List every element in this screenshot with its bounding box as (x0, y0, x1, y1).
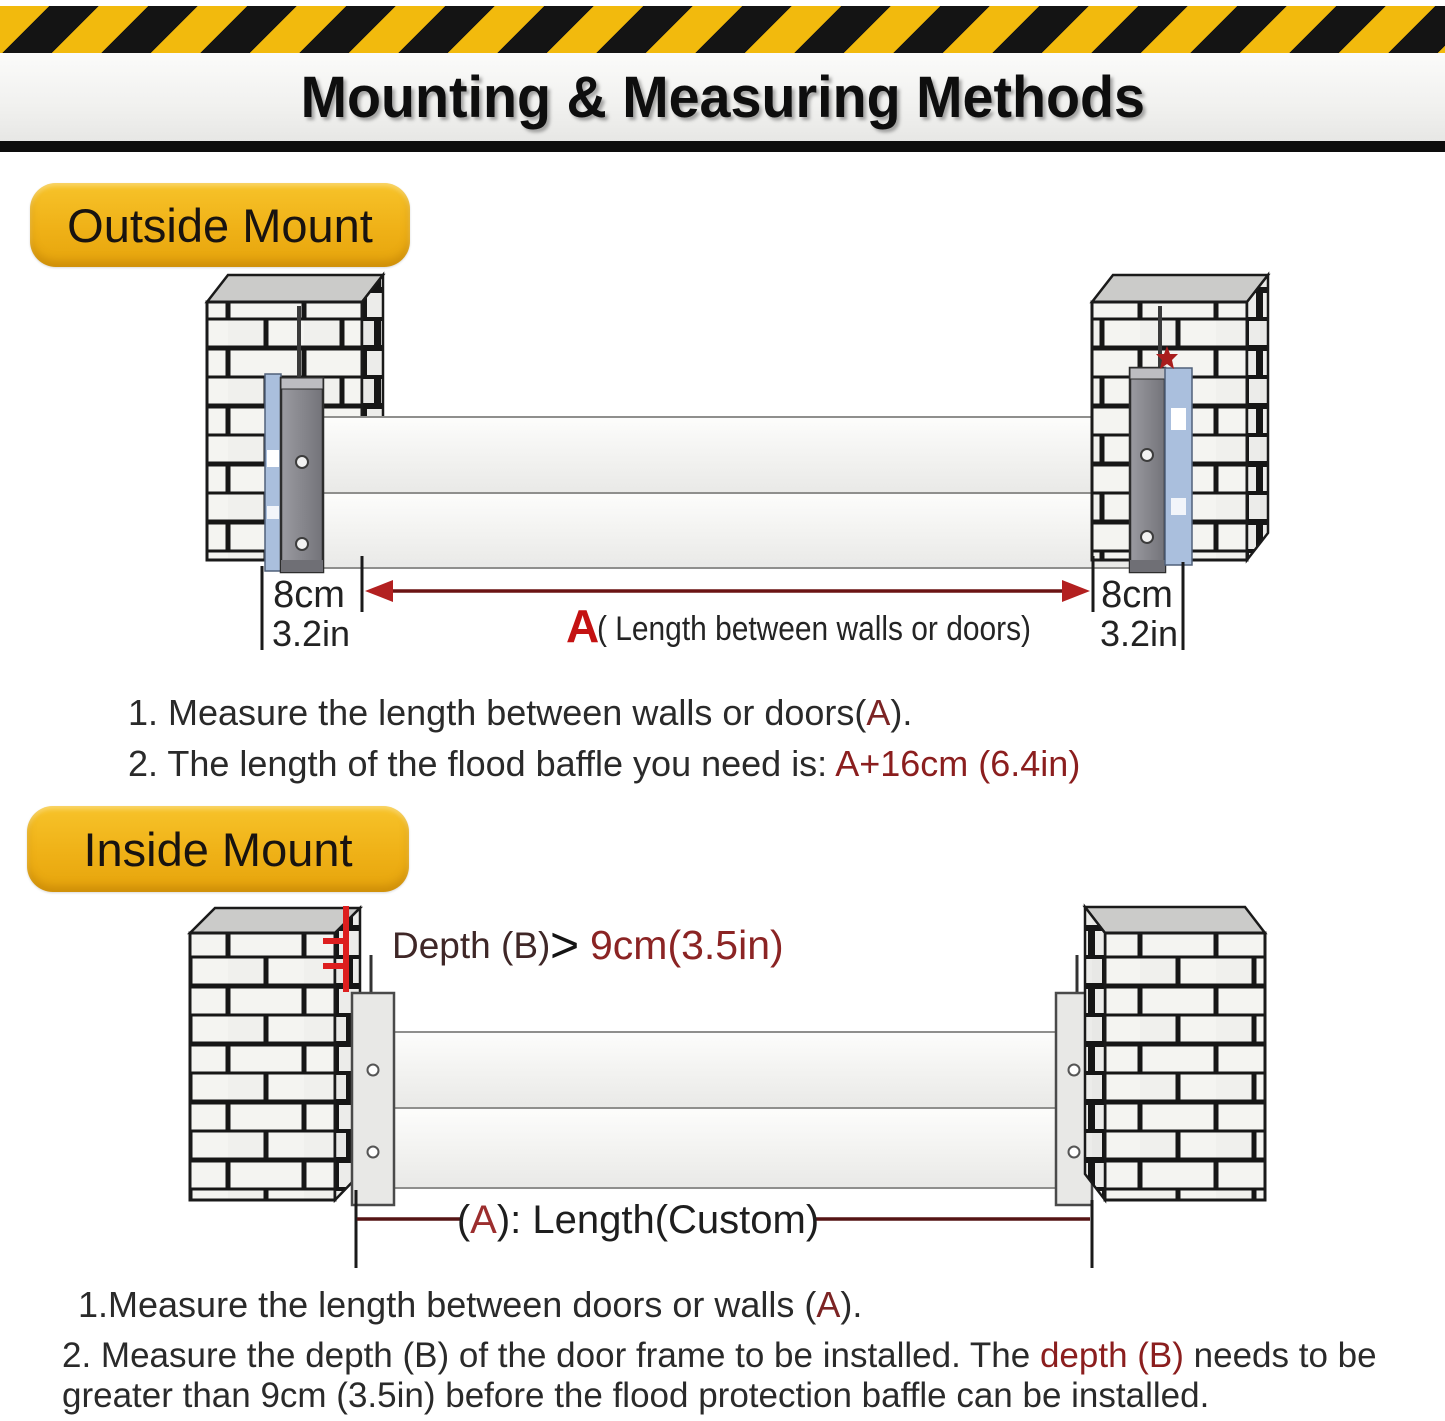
inside-mount-label (27, 806, 409, 892)
left-channel-bar (352, 993, 394, 1205)
right-seal-glint (1171, 408, 1186, 430)
span-label-text: ( Length between walls or doors) (597, 610, 1031, 648)
screw-hole (368, 1147, 379, 1158)
left-pillar-top (190, 908, 360, 933)
left-dim-cm: 8cm (273, 574, 345, 616)
span-arrow (365, 580, 1090, 602)
inside-step-1 (78, 1284, 862, 1326)
inside-step-2-text: 2. Measure the depth (B) of the door frame to be installed. The (62, 1336, 1040, 1375)
depth-value: 9cm(3.5in) (590, 922, 784, 968)
barrier-panel-top (323, 417, 1130, 493)
length-open: ( (456, 1198, 471, 1242)
barrier-panel-top (394, 1032, 1058, 1108)
inside-step-1-end: ). (840, 1284, 863, 1325)
page-title: Mounting & Measuring Methods (300, 64, 1145, 130)
outside-step-1-end: ). (890, 692, 913, 733)
barrier-panel-bottom (394, 1108, 1058, 1188)
header-divider (0, 141, 1445, 152)
left-dim-inch: 3.2in (271, 613, 351, 654)
screw-hole (1141, 531, 1153, 543)
right-dim-inch: 3.2in (1099, 613, 1179, 654)
outside-mount-label (30, 183, 410, 267)
left-channel-base (281, 560, 323, 572)
inside-step-2 (62, 1336, 1427, 1415)
screw-hole (1069, 1065, 1080, 1076)
left-channel-cap (281, 378, 323, 389)
depth-label: Depth (B) (392, 925, 551, 966)
outside-step-2 (128, 743, 1080, 785)
outside-step-1-a: A (866, 692, 891, 733)
left-seal-glint (267, 506, 279, 519)
left-seal-glint (267, 450, 279, 467)
barrier-panel-bottom (323, 493, 1130, 568)
length-a: A (470, 1198, 497, 1242)
outside-step-2-text: 2. The length of the flood baffle you need is: (128, 743, 836, 784)
left-pillar-top (207, 275, 383, 302)
screw-hole (368, 1065, 379, 1076)
inside-step-1-text: 1.Measure the length between doors or walls ( (78, 1284, 817, 1325)
outside-step-2-formula: A+16cm (6.4in) (835, 743, 1081, 784)
screw-hole (296, 456, 308, 468)
right-pillar-top (1092, 275, 1268, 302)
length-custom-label (457, 1198, 819, 1242)
inside-mount-label-text: Inside Mount (83, 822, 353, 876)
left-pillar-front (190, 933, 335, 1200)
right-pillar-side (1247, 275, 1268, 560)
outside-step-1 (128, 692, 912, 734)
hazard-stripe-banner (0, 6, 1445, 53)
inside-step-2-depth: depth (B) (1039, 1336, 1184, 1375)
screw-hole (296, 538, 308, 550)
right-pillar-top (1085, 907, 1265, 933)
outside-mount-diagram (207, 275, 1268, 654)
right-dim-cm: 8cm (1101, 574, 1173, 616)
right-channel-cap (1130, 368, 1165, 379)
left-seal-strip (265, 374, 281, 571)
right-seal-glint (1171, 498, 1186, 515)
right-pillar-front (1105, 933, 1265, 1200)
inside-step-1-a: A (816, 1284, 841, 1325)
span-label-a: A (566, 600, 600, 652)
inside-mount-diagram (190, 906, 1265, 1268)
title-band (0, 53, 1445, 141)
right-seal-strip (1165, 368, 1192, 565)
right-channel-base (1130, 560, 1165, 572)
screw-hole (1141, 449, 1153, 461)
screw-hole (1069, 1147, 1080, 1158)
right-pillar-side (1085, 907, 1105, 1200)
outside-mount-label-text: Outside Mount (67, 198, 373, 252)
length-rest: ): Length(Custom) (496, 1198, 820, 1242)
depth-gt-sign: > (550, 917, 580, 973)
inside-step-2-end: needs to be greater than 9cm (3.5in) before the flood protection baffle can be installed. (62, 1336, 1377, 1415)
outside-step-1-text: 1. Measure the length between walls or doors( (128, 692, 867, 733)
